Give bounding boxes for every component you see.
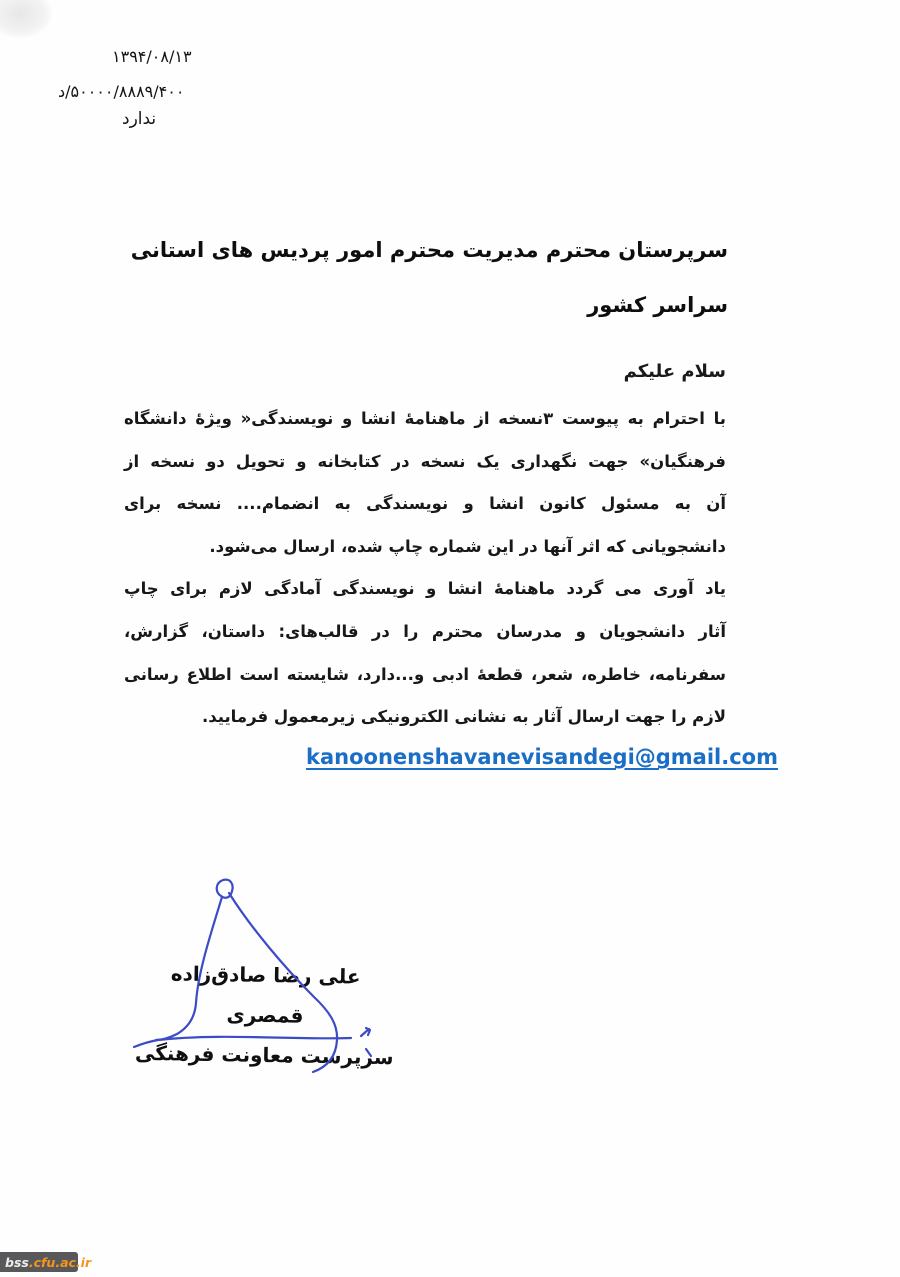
letter-body [124, 398, 726, 739]
signatory-block [131, 953, 399, 1078]
body-line: فرهنگیان» جهت نگهداری یک نسخه در کتابخانه و تحویل دو نسخه از [124, 451, 726, 471]
email-row [306, 745, 778, 769]
body-line: دانشجویانی که اثر آنها در این شماره چاپ شده، ارسال می‌شود. [209, 536, 726, 556]
body-line: سفرنامه، خاطره، شعر، قطعهٔ ادبی و...دارد، شایسته است اطلاع رسانی [124, 664, 726, 684]
body-line: آن به مسئول کانون انشا و نویسندگی به انضمام.... نسخه برای [124, 494, 726, 514]
site-name-primary: bss [5, 1254, 29, 1270]
letter-attachment: ندارد [122, 109, 157, 129]
body-line: یاد آوری می گردد ماهنامهٔ انشا و نویسندگی آمادگی لازم برای چاپ [124, 579, 726, 599]
body-line: لازم را جهت ارسال آثار به نشانی الکترونیکی زیرمعمول فرمایید. [201, 707, 726, 727]
letter-date: ۱۳۹۴/۰۸/۱۳ [112, 47, 192, 66]
site-name-domain: .cfu.ac.ir [28, 1254, 92, 1270]
signatory-title: سرپرست معاونت فرهنگی [134, 1040, 394, 1070]
site-watermark-badge [0, 1252, 92, 1272]
greeting: سلام علیکم [623, 361, 726, 382]
body-line: با احترام به پیوست ۳نسخه از ماهنامهٔ انشا و نویسندگی« ویژهٔ دانشگاه [124, 409, 726, 428]
recipient-line-1: سرپرستان محترم مدیریت محترم امور پردیس های استانی [130, 238, 728, 262]
signature-top-loop [217, 880, 233, 898]
email-link[interactable]: kanoonenshavanevisandegi@gmail.com [306, 745, 778, 769]
letter-number: ۵۰۰۰۰/۸۸۸۹/۴۰۰/د [58, 82, 185, 101]
body-line: آثار دانشجویان و مدرسان محترم را در قالب‌های: داستان، گزارش، [124, 621, 726, 641]
signatory-name: علی رضا صادق‌زاده قمصری [170, 961, 361, 1028]
scan-smudge [0, 0, 52, 38]
recipient-line-2: سراسر کشور [587, 293, 728, 317]
